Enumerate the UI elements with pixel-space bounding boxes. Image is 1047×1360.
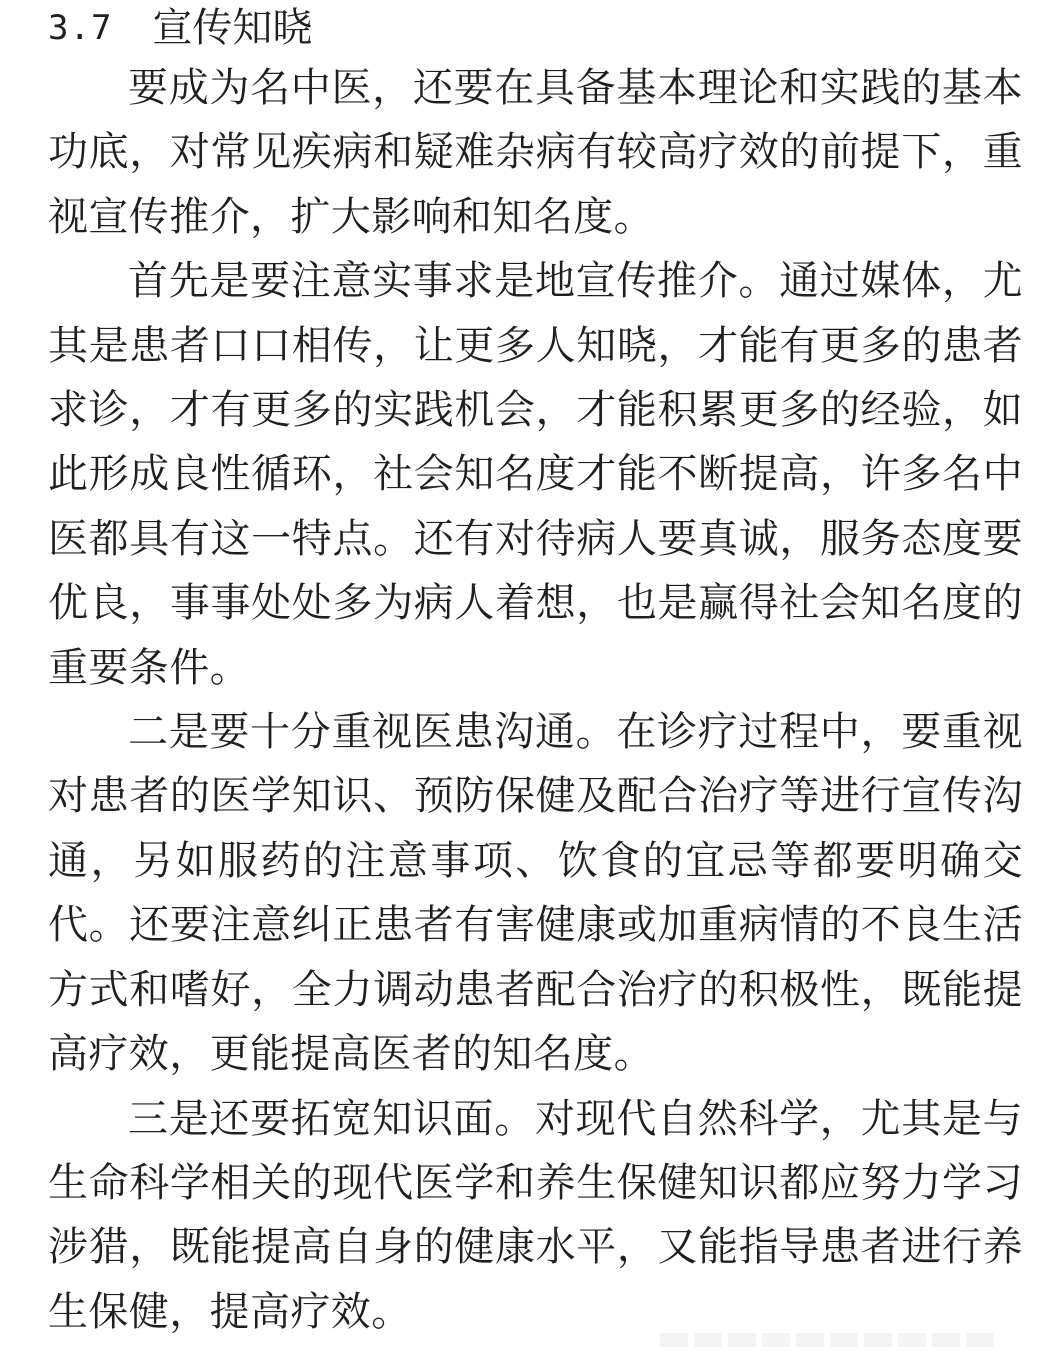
paragraph-first-point: 首先是要注意实事求是地宣传推介。通过媒体，尤其是患者口口相传，让更多人知晓，才能有更多的患者求诊，才有更多的实践机会，才能积累更多的经验，如此形成良性循环，社会知名度才能不断提高，许多名中医都具有这一特点。还有对待病人要真诚，服务态度要优良，事事处处多为病人着想，也是赢得社会知名度的重要条件。 bbox=[48, 258, 1023, 691]
faint-mark-6 bbox=[830, 1333, 858, 1347]
faint-mark-8 bbox=[898, 1333, 926, 1347]
document-page bbox=[48, 0, 1023, 1344]
faint-mark-4 bbox=[762, 1333, 790, 1347]
section-heading bbox=[48, 0, 1023, 56]
faint-mark-9 bbox=[932, 1333, 960, 1347]
faint-mark-5 bbox=[796, 1333, 824, 1347]
paragraph-second-point: 二是要十分重视医患沟通。在诊疗过程中，要重视对患者的医学知识、预防保健及配合治疗等进行宣传沟通，另如服药的注意事项、饮食的宜忌等都要明确交代。还要注意纠正患者有害健康或加重病情的不良生活方式和嗜好，全力调动患者配合治疗的积极性，既能提高疗效，更能提高医者的知名度。 bbox=[48, 709, 1023, 1078]
faint-mark-10 bbox=[966, 1333, 994, 1347]
faint-mark-2 bbox=[694, 1333, 722, 1347]
faint-mark-1 bbox=[660, 1333, 688, 1347]
paragraph-intro: 要成为名中医，还要在具备基本理论和实践的基本功底，对常见疾病和疑难杂病有较高疗效的前提下，重视宣传推介，扩大影响和知名度。 bbox=[48, 65, 1023, 240]
section-number: 3.7 bbox=[48, 8, 113, 48]
faint-mark-3 bbox=[728, 1333, 756, 1347]
faint-text-fragment bbox=[660, 1333, 994, 1347]
section-title: 宣传知晓 bbox=[152, 5, 313, 51]
paragraph-third-point: 三是还要拓宽知识面。对现代自然科学，尤其是与生命科学相关的现代医学和养生保健知识都应努力学习涉猎，既能提高自身的健康水平，又能指导患者进行养生保健，提高疗效。 bbox=[48, 1095, 1023, 1335]
faint-mark-7 bbox=[864, 1333, 892, 1347]
